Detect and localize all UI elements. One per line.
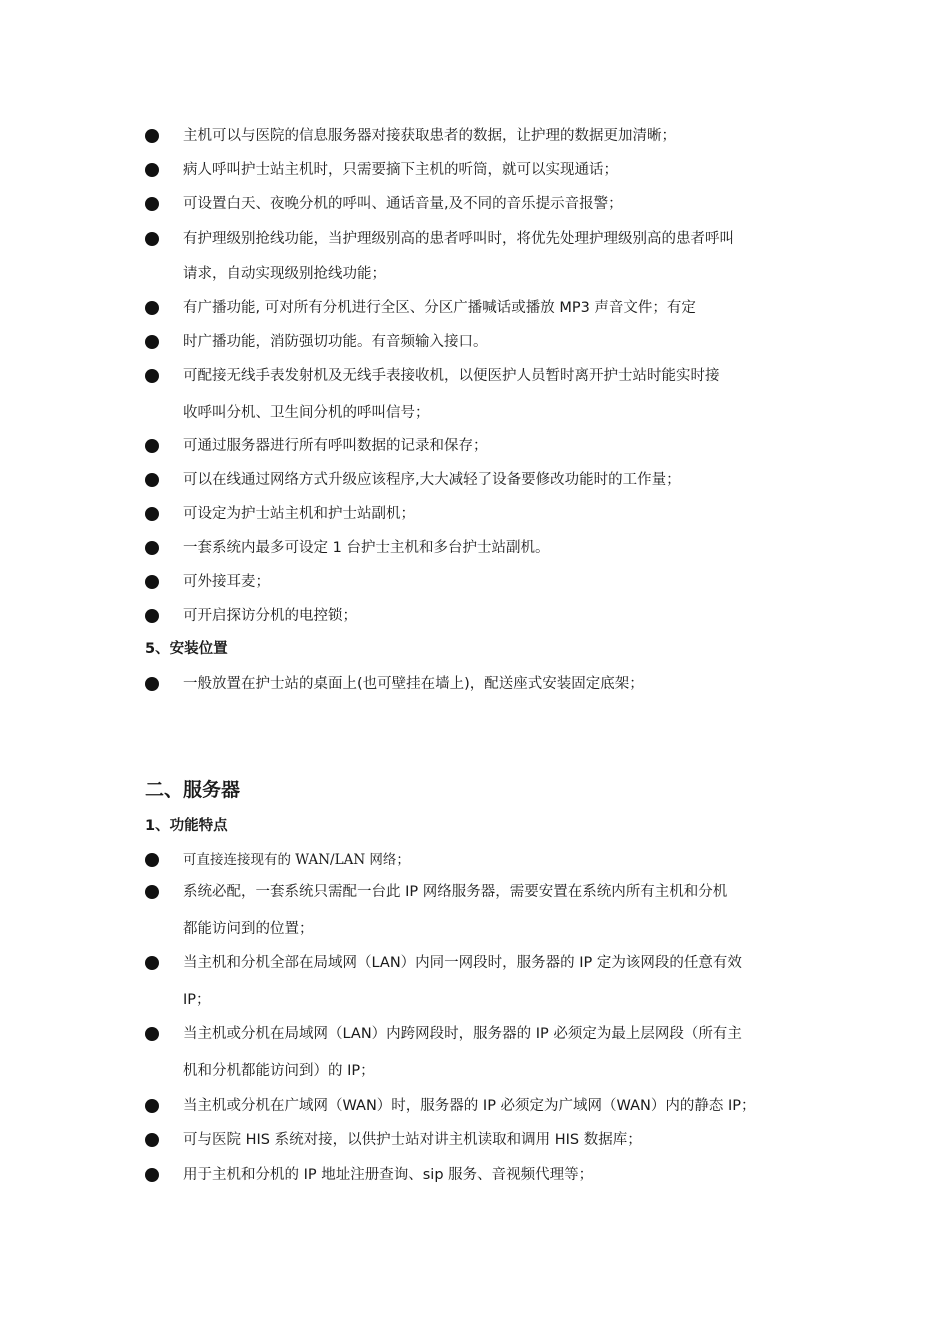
- bullet-icon: [145, 301, 159, 315]
- bullet-icon: [145, 1168, 159, 1182]
- document-page: 主机可以与医院的信息服务器对接获取患者的数据，让护理的数据更加清晰； 病人呼叫护士站主机时，只需要摘下主机的听筒，就可以实现通话； 可设置白天、夜晚分机的呼叫、通话音量,及不同的音乐提示音报警； 有护理级别抢线功能，当护理级别高的患者呼叫时，将优先处理护理级别高的患者呼叫 请求，自动实现级别抢线功能； 有广播功能, 可对所有分机进行全区、分区广播喊话或播放 MP3 声音文件；有定 时广播功能，消防强切功能。有音频输入接口。 可配接无线手表发射机及无线手表接收机，以便医护人员暂时离开护士站时能实时接 收呼叫分机、卫生间分机的呼叫信号； 可通过服务器进行所有呼叫数据的记录和保存； 可以在线通过网络方式升级应该程序,大大减轻了设备要修改功能时的工作量； 可设定为护士站主机和护士站副机； 一套系统内最多可设定 1 台护士主机和多台护士站副机。 可外接耳麦； 可开启探访分机的电控锁； 5、安装位置 一般放置在护士站的桌面上(也可壁挂在墙上)，配送座式安装固定底架； 二、服务器 1、功能特点 可直接连接现有的 WAN/LAN 网络； 系统必配，一套系统只需配一台此 IP 网络服务器，需要安置在系统内所有主机和分机 都能访问到的位置； 当主机和分机全部在局域网（LAN）内同一网段时，服务器的 IP 定为该网段的任意有效 IP； 当主机或分机在局域网（LAN）内跨网段时，服务器的 IP 必须定为最上层网段（所有主 机和分机都能访问到）的 IP； 当主机或分机在广域网（WAN）时，服务器的 IP 必须定为广域网（WAN）内的静态 IP； 可与医院 HIS 系统对接，以供护士站对讲主机读取和调用 HIS 数据库； 用于主机和分机的 IP 地址注册查询、sip 服务、音视频代理等；: [145, 128, 756, 1183]
- bullet-icon: [145, 439, 159, 453]
- bullet-icon: [145, 1133, 159, 1147]
- bullet-icon: [145, 163, 159, 177]
- bullet-icon: [145, 677, 159, 691]
- bullet-icon: [145, 1099, 159, 1113]
- bullet-icon: [145, 885, 159, 899]
- bullet-icon: [145, 853, 159, 867]
- bullet-icon: [145, 473, 159, 487]
- page-title: 二、服务器: [145, 779, 241, 801]
- section-heading: 1、功能特点: [145, 818, 228, 834]
- list-item-continuation: IP；: [183, 992, 211, 1008]
- list-item-continuation: 都能访问到的位置；: [183, 921, 314, 937]
- bullet-icon: [145, 197, 159, 211]
- list-item-continuation: 请求，自动实现级别抢线功能；: [183, 266, 386, 282]
- list-item-continuation: 机和分机都能访问到）的 IP；: [183, 1063, 375, 1079]
- bullet-icon: [145, 129, 159, 143]
- list-item-continuation: 收呼叫分机、卫生间分机的呼叫信号；: [183, 405, 430, 421]
- bullet-icon: [145, 369, 159, 383]
- bullet-icon: [145, 575, 159, 589]
- section-heading: 5、安装位置: [145, 641, 228, 657]
- bullet-icon: [145, 232, 159, 246]
- bullet-icon: [145, 1027, 159, 1041]
- bullet-icon: [145, 507, 159, 521]
- bullet-icon: [145, 609, 159, 623]
- bullet-icon: [145, 335, 159, 349]
- bullet-icon: [145, 956, 159, 970]
- bullet-icon: [145, 541, 159, 555]
